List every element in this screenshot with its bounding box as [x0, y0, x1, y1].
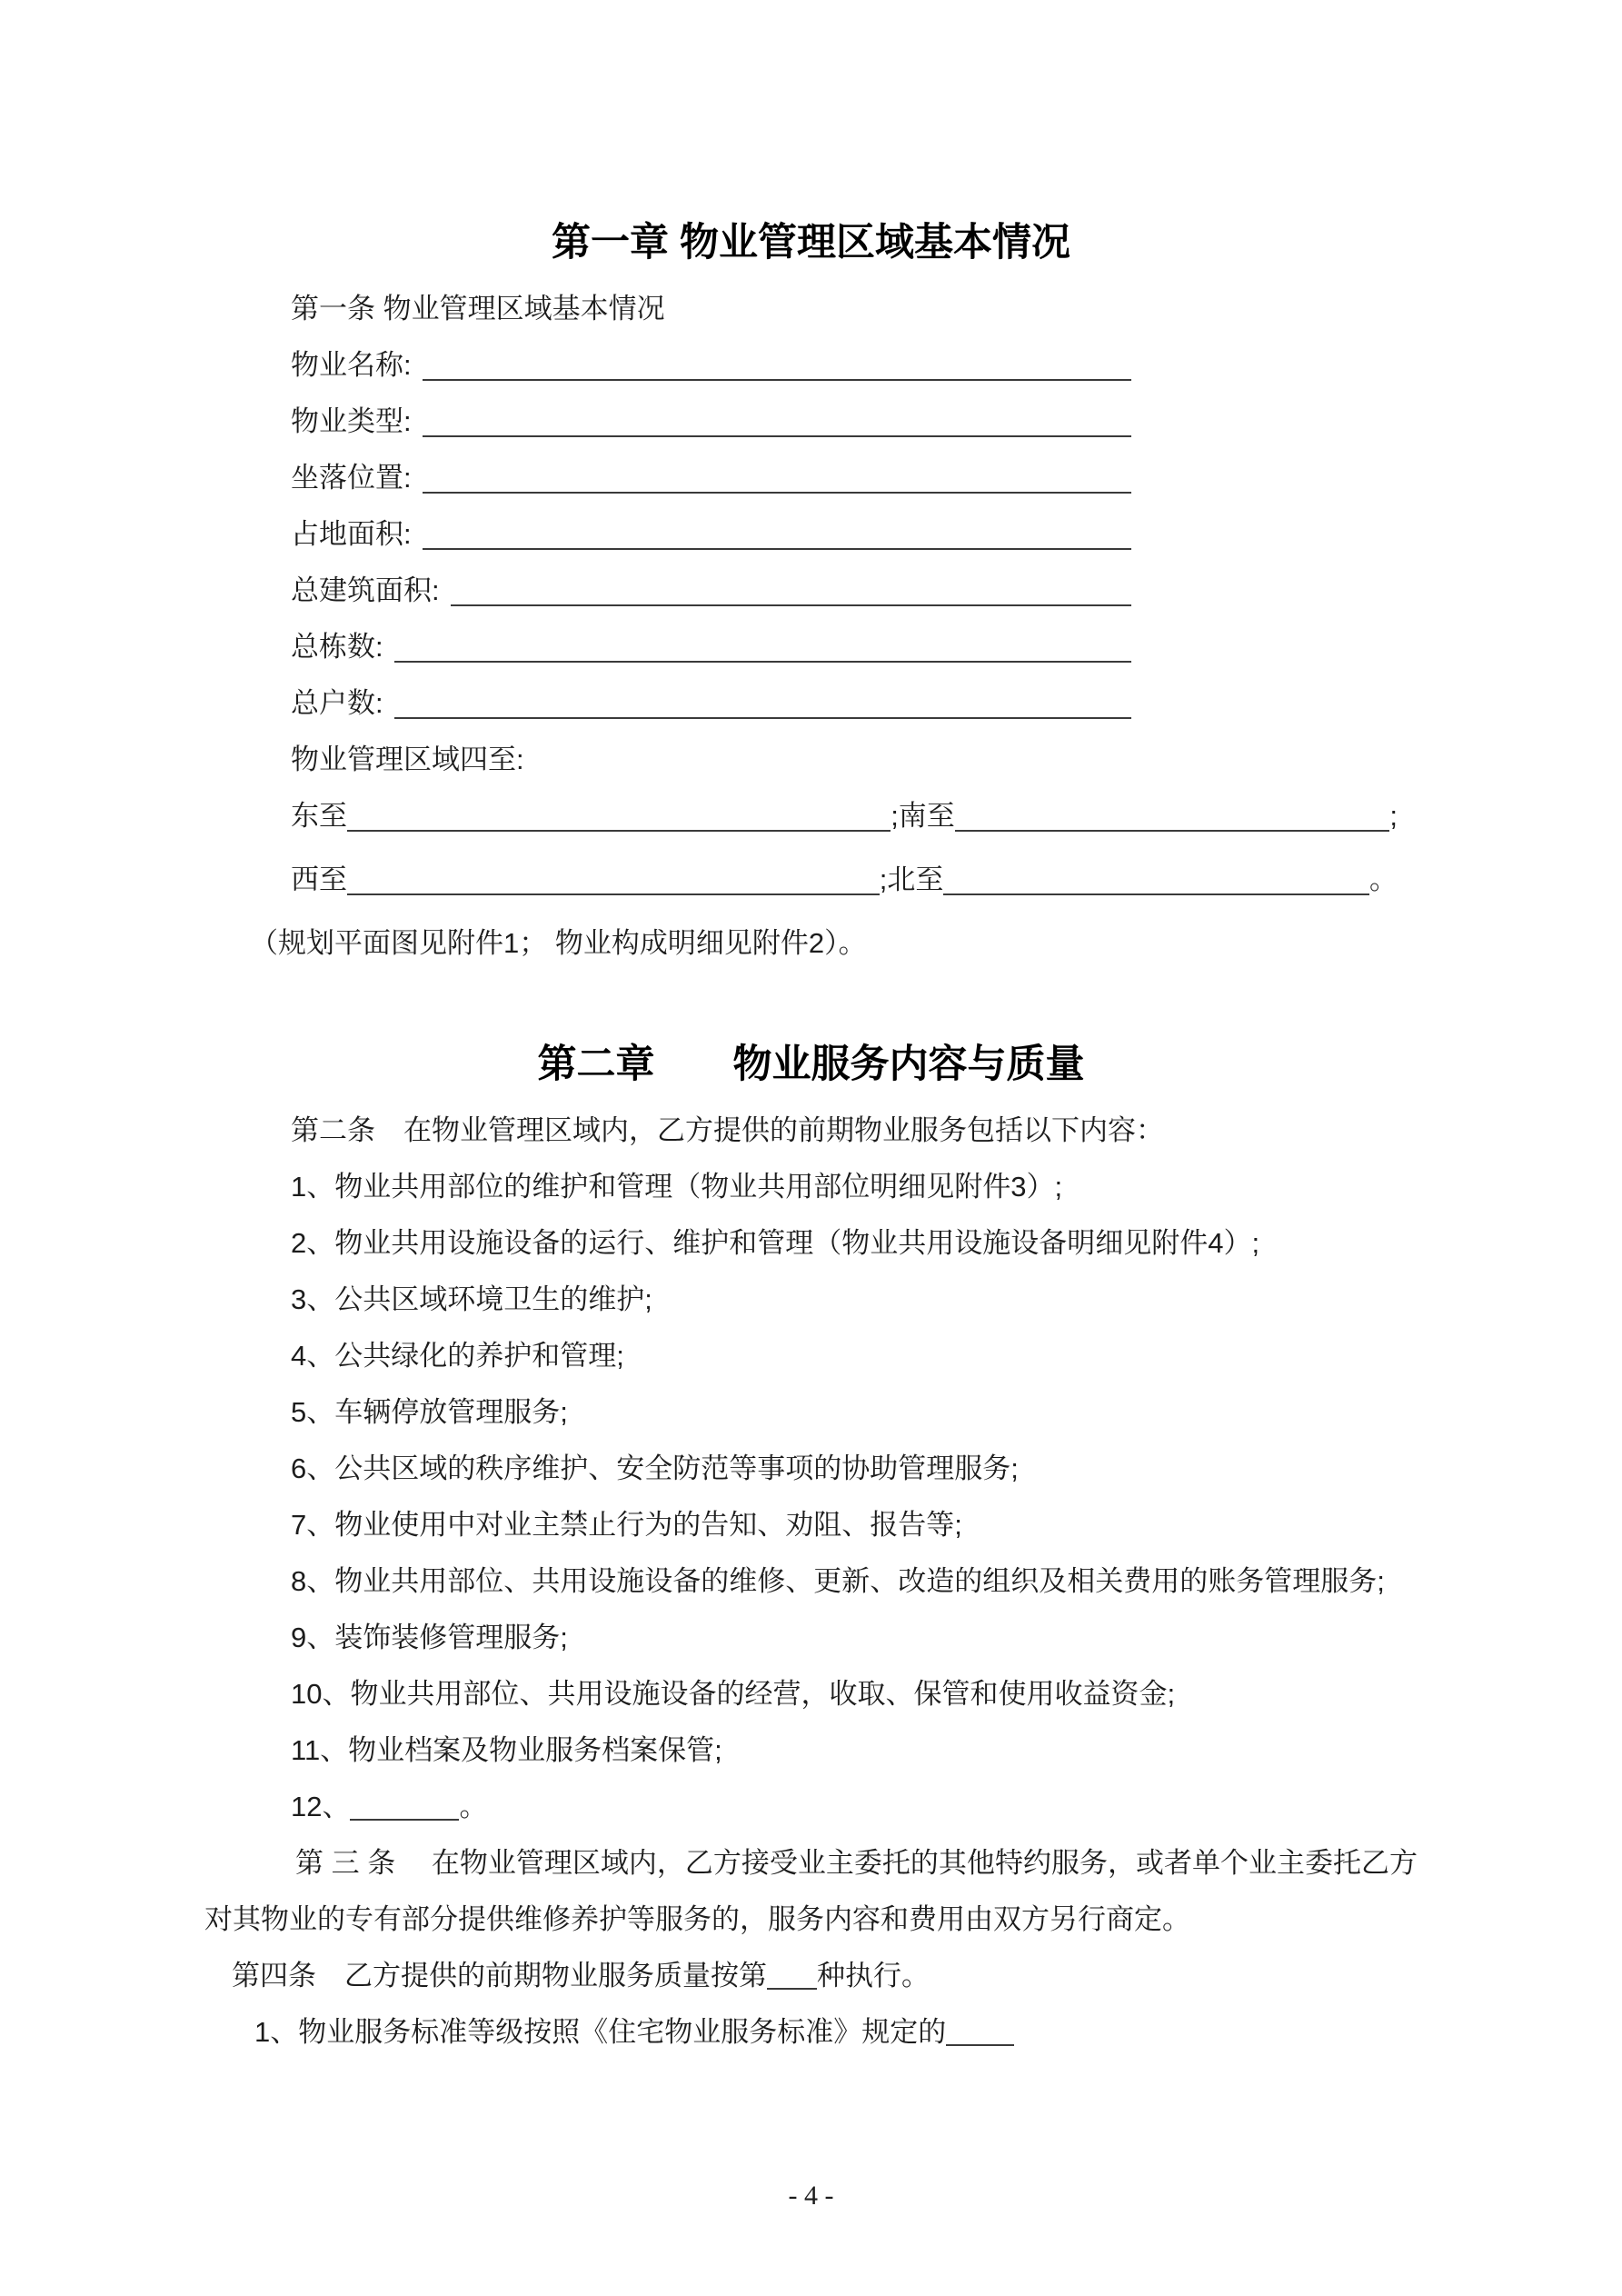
chapter-1-title: 第一章 物业管理区域基本情况	[552, 221, 1070, 265]
field-label-property-type: 物业类型:	[291, 405, 412, 437]
field-label-total-households: 总户数:	[291, 687, 383, 719]
north-punctuation: 。	[1369, 863, 1398, 895]
service-item-6: 6、公共区域的秩序维护、安全防范等事项的协助管理服务;	[291, 1452, 1019, 1484]
field-row-building-area	[291, 563, 1131, 619]
service-item-5: 5、车辆停放管理服务;	[291, 1396, 568, 1428]
field-label-building-area: 总建筑面积:	[291, 574, 440, 606]
blank-line-land-area	[423, 548, 1131, 550]
service-item-1: 1、物业共用部位的维护和管理（物业共用部位明细见附件3）;	[291, 1171, 1063, 1203]
service-item-4: 4、公共绿化的养护和管理;	[291, 1340, 624, 1372]
blank-line-total-households	[394, 717, 1131, 719]
west-label: 西至	[291, 863, 347, 895]
page-number: - 4 -	[788, 2181, 834, 2211]
service-item-7: 7、物业使用中对业主禁止行为的告知、劝阻、报告等;	[291, 1509, 962, 1541]
chapter-2-title: 第二章 物业服务内容与质量	[537, 1043, 1085, 1086]
east-label: 东至	[291, 800, 347, 832]
item-12-number: 12、	[291, 1791, 351, 1822]
field-label-land-area: 占地面积:	[291, 518, 412, 550]
service-item-12	[204, 1779, 1418, 1835]
blank-line-east	[347, 830, 891, 832]
service-item-10: 10、物业共用部位、共用设施设备的经营，收取、保管和使用收益资金;	[291, 1678, 1176, 1710]
bounds-row-east-south	[291, 788, 1398, 844]
standard-prefix: 1、物业服务标准等级按照《住宅物业服务标准》规定的	[254, 2016, 947, 2048]
blank-line-standard-number	[767, 1962, 817, 1990]
blank-line-item-12	[350, 1792, 459, 1821]
service-standard-text	[204, 2004, 1418, 2061]
field-row-total-households	[291, 675, 1131, 732]
article-2-intro: 第二条 在物业管理区域内，乙方提供的前期物业服务包括以下内容：	[291, 1114, 1164, 1146]
article-4-text	[204, 1948, 1418, 2004]
blank-line-building-area	[451, 604, 1131, 606]
article-3-text: 第 三 条 在物业管理区域内，乙方接受业主委托的其他特约服务，或者单个业主委托乙方对其物业的专有部分提供维修养护等服务的，服务内容和费用由双方另行商定。	[204, 1847, 1418, 1935]
bounds-heading: 物业管理区域四至:	[291, 744, 524, 775]
south-punctuation: ;	[1389, 800, 1398, 832]
north-label: ;北至	[879, 863, 944, 895]
article-4-prefix: 第四条 乙方提供的前期物业服务质量按第	[232, 1960, 767, 1992]
service-item-8: 8、物业共用部位、共用设施设备的维修、更新、改造的组织及相关费用的账务管理服务;	[291, 1565, 1385, 1597]
article-1-heading: 第一条 物业管理区域基本情况	[291, 293, 665, 324]
blank-line-property-type	[423, 435, 1131, 437]
field-row-property-type	[291, 394, 1131, 450]
service-item-3: 3、公共区域环境卫生的维护;	[291, 1283, 652, 1315]
service-item-9: 9、装饰装修管理服务;	[291, 1622, 568, 1653]
blank-line-north	[943, 893, 1369, 895]
blank-line-property-name	[423, 379, 1131, 381]
blank-line-south	[955, 830, 1390, 832]
blank-line-standard-grade	[946, 2018, 1014, 2046]
article-4-tail: 种执行。	[817, 1960, 930, 1992]
field-label-location: 坐落位置:	[291, 462, 412, 494]
blank-line-total-buildings	[394, 661, 1131, 663]
service-item-11: 11、物业档案及物业服务档案保管;	[291, 1734, 722, 1766]
field-row-total-buildings	[291, 619, 1131, 675]
field-label-total-buildings: 总栋数:	[291, 631, 383, 663]
blank-line-location	[423, 492, 1131, 494]
blank-line-west	[347, 893, 880, 895]
field-row-location	[291, 450, 1131, 506]
field-row-property-name	[291, 337, 1131, 394]
field-row-land-area	[291, 506, 1131, 563]
service-item-2: 2、物业共用设施设备的运行、维护和管理（物业共用设施设备明细见附件4）;	[291, 1227, 1260, 1259]
attachment-note: （规划平面图见附件1； 物业构成明细见附件2）。	[250, 927, 867, 959]
field-label-property-name: 物业名称:	[291, 349, 412, 381]
bounds-row-west-north	[291, 852, 1398, 908]
item-12-period: 。	[459, 1791, 488, 1822]
south-label: ;南至	[891, 800, 955, 832]
